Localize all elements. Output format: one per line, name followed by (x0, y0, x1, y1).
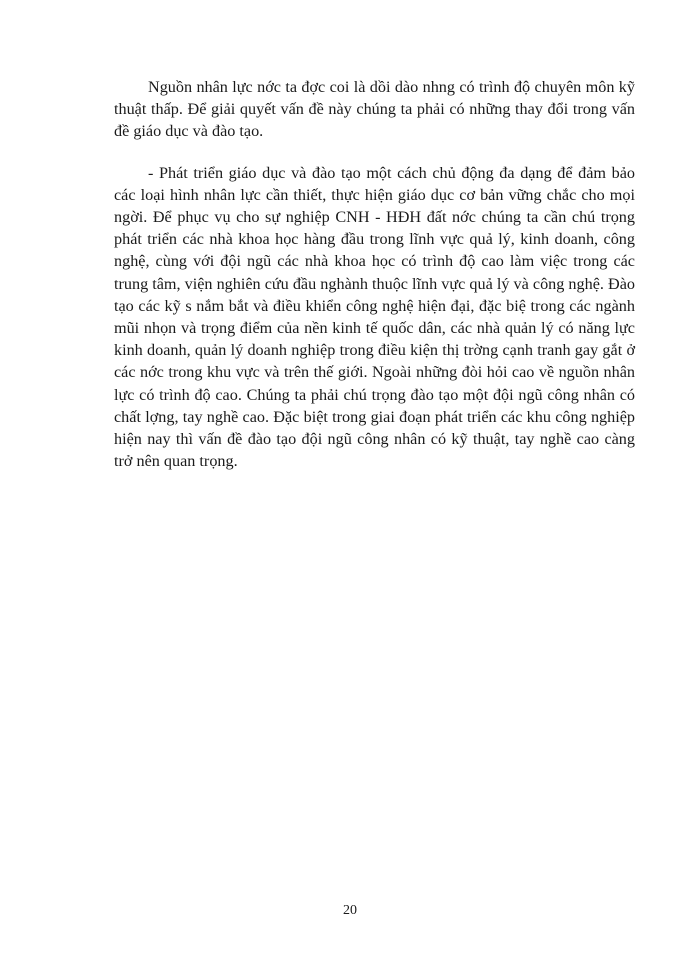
page-number: 20 (343, 903, 357, 918)
paragraph-education-development: - Phát triển giáo dục và đào tạo một cách chủ động đa dạng để đảm bảo các loại hình nhân lực cần thiết, thực hiện giáo dục cơ bản vững chắc cho mọi ngời. Để phục vụ cho sự nghiệp CNH - HĐH đất nớc chúng ta cần chú trọng phát triển các nhà khoa học hàng đầu trong lĩnh vực quả lý, kinh doanh, công nghệ, cùng với đội ngũ các nhà khoa học có trình độ cao làm việc trong các trung tâm, viện nghiên cứu đầu nghành thuộc lĩnh vực quả lý và công nghệ. Đào tạo các kỹ s nắm bắt và điều khiển công nghệ hiện đại, đặc biệ trong các ngành mũi nhọn và trọng điểm của nền kinh tế quốc dân, các nhà quản lý có năng lực kinh doanh, quản lý doanh nghiệp trong điều kiện thị trờng cạnh tranh gay gắt ở các nớc trong khu vực và trên thế giới. Ngoài những đòi hỏi cao về nguồn nhân lực có trình độ cao. Chúng ta phải chú trọng đào tạo một đội ngũ công nhân có chất lợng, tay nghề cao. Đặc biệt trong giai đoạn phát triển các khu công nghiệp hiện nay thì vấn đề đào tạo đội ngũ công nhân có kỹ thuật, tay nghề cao càng trở nên quan trọng. (114, 163, 635, 471)
paragraph-intro: Nguồn nhân lực nớc ta đợc coi là dồi dào nhng có trình độ chuyên môn kỹ thuật thấp. Để giải quyết vấn đề này chúng ta phải có những thay đổi trong vấn đề giáo dục và đào tạo. (114, 78, 635, 141)
body-text (114, 76, 635, 472)
